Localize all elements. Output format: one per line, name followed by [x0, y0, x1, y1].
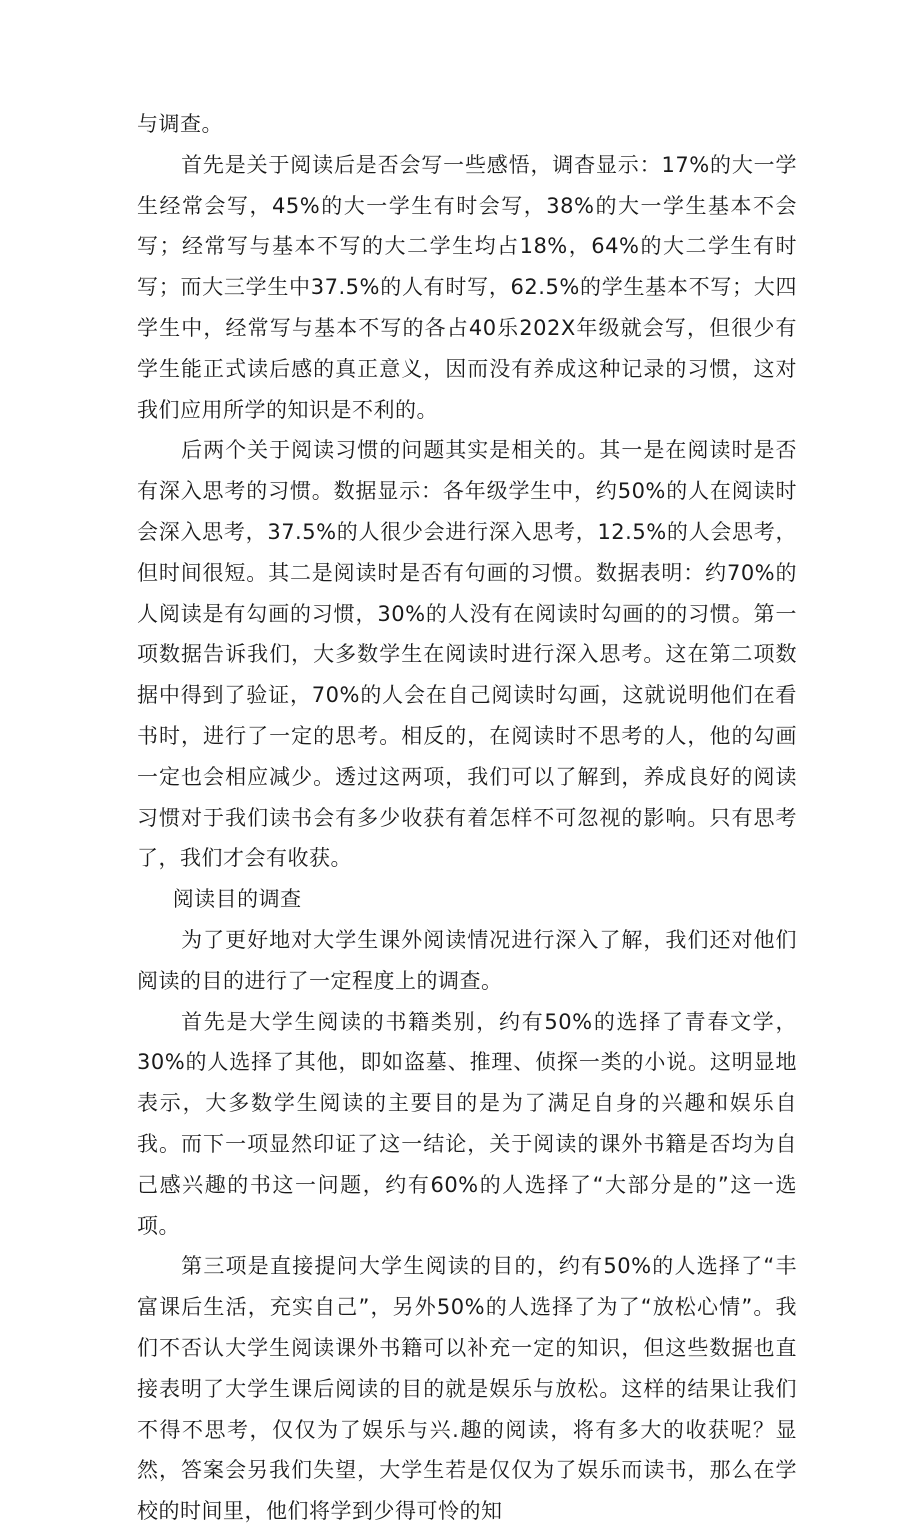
paragraph-reading-goals: 第三项是直接提问大学生阅读的目的，约有50%的人选择了“丰富课后生活，充实自己”，另外50%的人选择了为了“放松心情”。我们不否认大学生阅读课外书籍可以补充一定的知识，但这些数据也直接表明了大学生课后阅读的目的就是娱乐与放松。这样的结果让我们不得不思考，仅仅为了娱乐与兴.趣的阅读，将有多大的收获呢？显然，答案会另我们失望，大学生若是仅仅为了娱乐而读书，那么在学校的时间里，他们将学到少得可怜的知	[137, 1254, 797, 1524]
section-heading-reading-purpose: 阅读目的调查	[172, 887, 302, 912]
paragraph-continuation: 与调查。	[137, 112, 223, 136]
paragraph-book-categories: 首先是大学生阅读的书籍类别，约有50%的选择了青春文学，30%的人选择了其他，即如盗墓、推理、侦探一类的小说。这明显地表示，大多数学生阅读的主要目的是为了满足自身的兴趣和娱乐自我。而下一项显然印证了这一结论，关于阅读的课外书籍是否均为自己感兴趣的书这一问题，约有60%的人选择了“大部分是的”这一选项。	[137, 1009, 797, 1238]
paragraph-purpose-intro: 为了更好地对大学生课外阅读情况进行深入了解，我们还对他们阅读的目的进行了一定程度上的调查。	[137, 927, 797, 993]
paragraph-reflection-writing: 首先是关于阅读后是否会写一些感悟，调杳显示：17%的大一学生经常会写，45%的大一学生有时会写，38%的大一学生基本不会写；经常写与基本不写的大二学生均占18%，64%的大二学生有时写；而大三学生中37.5%的人有时写，62.5%的学生基本不写；大四学生中，经常写与基本不写的各占40乐202X年级就会写，但很少有学生能正式读后感的真正意义，因而没有养成这种记录的习惯，这对我们应用所学的知识是不利的。	[137, 152, 797, 422]
document-body	[137, 104, 797, 1532]
paragraph-reading-habits: 后两个关于阅读习惯的问题其实是相关的。其一是在阅读时是否有深入思考的习惯。数据显示：各年级学生中，约50%的人在阅读时会深入思考，37.5%的人很少会进行深入思考，12.5%的人会思考，但时间很短。其二是阅读时是否有句画的习惯。数据表明：约70%的人阅读是有勾画的习惯，30%的人没有在阅读时勾画的的习惯。第一项数据告诉我们，大多数学生在阅读时进行深入思考。这在第二项数据中得到了验证，70%的人会在自己阅读时勾画，这就说明他们在看书时，进行了一定的思考。相反的，在阅读时不思考的人，他的勾画一定也会相应减少。透过这两项，我们可以了解到，养成良好的阅读习惯对于我们读书会有多少收获有着怎样不可忽视的影响。只有思考了，我们才会有收获。	[137, 438, 797, 871]
